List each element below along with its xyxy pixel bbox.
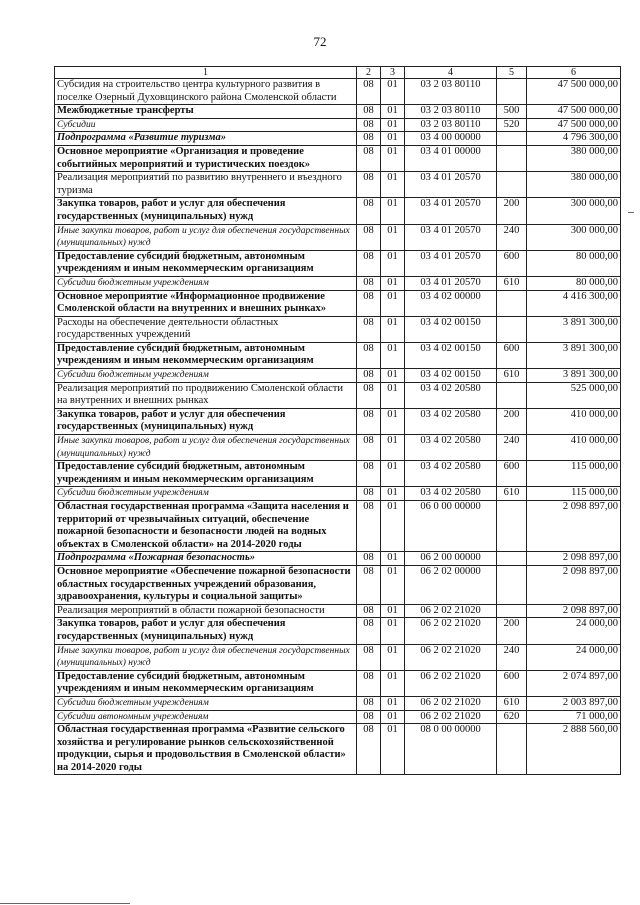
target-code: 06 2 02 21020: [405, 710, 497, 724]
target-code: 06 2 02 21020: [405, 696, 497, 710]
row-name: Областная государственная программа «Развитие сельского хозяйства и регулирование рынков сельскохозяйственной продукции, сырья и продовольствия в Смоленской области» на 2014-2020 годы: [55, 724, 357, 775]
section-code: 08: [357, 198, 381, 224]
row-name: Субсидии бюджетным учреждениям: [55, 369, 357, 383]
header-cell: 2: [357, 67, 381, 79]
header-row: [55, 67, 621, 79]
amount: 410 000,00: [527, 408, 621, 434]
amount: 80 000,00: [527, 276, 621, 290]
section-code: 08: [357, 132, 381, 146]
target-code: 03 4 02 20580: [405, 487, 497, 501]
expense-type: 600: [497, 461, 527, 487]
target-code: 03 4 02 00150: [405, 369, 497, 383]
expense-type: 240: [497, 435, 527, 461]
expense-type: [497, 290, 527, 316]
amount: 47 500 000,00: [527, 79, 621, 105]
section-code: 08: [357, 710, 381, 724]
row-name: Субсидии: [55, 118, 357, 132]
subsection-code: 01: [381, 670, 405, 696]
subsection-code: 01: [381, 724, 405, 775]
amount: 71 000,00: [527, 710, 621, 724]
target-code: 06 2 02 00000: [405, 565, 497, 604]
subsection-code: 01: [381, 118, 405, 132]
amount: 3 891 300,00: [527, 342, 621, 368]
table-row: [55, 342, 621, 368]
amount: 3 891 300,00: [527, 316, 621, 342]
target-code: 03 4 01 20570: [405, 276, 497, 290]
section-code: 08: [357, 382, 381, 408]
target-code: 03 4 01 20570: [405, 172, 497, 198]
subsection-code: 01: [381, 105, 405, 119]
subsection-code: 01: [381, 198, 405, 224]
subsection-code: 01: [381, 618, 405, 644]
target-code: 03 4 02 00150: [405, 316, 497, 342]
table-row: [55, 79, 621, 105]
budget-table: [54, 66, 621, 775]
subsection-code: 01: [381, 501, 405, 552]
subsection-code: 01: [381, 369, 405, 383]
amount: 115 000,00: [527, 461, 621, 487]
table-row: [55, 618, 621, 644]
table-row: [55, 132, 621, 146]
expense-type: 600: [497, 250, 527, 276]
amount: 2 888 560,00: [527, 724, 621, 775]
row-name: Субсидии бюджетным учреждениям: [55, 696, 357, 710]
row-name: Реализация мероприятий в области пожарной безопасности: [55, 604, 357, 618]
target-code: 06 2 02 21020: [405, 618, 497, 644]
amount: 24 000,00: [527, 644, 621, 670]
section-code: 08: [357, 618, 381, 644]
subsection-code: 01: [381, 290, 405, 316]
section-code: 08: [357, 565, 381, 604]
subsection-code: 01: [381, 487, 405, 501]
amount: 4 416 300,00: [527, 290, 621, 316]
section-code: 08: [357, 145, 381, 171]
table-row: [55, 369, 621, 383]
expense-type: [497, 172, 527, 198]
amount: 2 098 897,00: [527, 501, 621, 552]
expense-type: 610: [497, 487, 527, 501]
amount: 2 098 897,00: [527, 552, 621, 566]
section-code: 08: [357, 461, 381, 487]
subsection-code: 01: [381, 604, 405, 618]
row-name: Закупка товаров, работ и услуг для обеспечения государственных (муниципальных) нужд: [55, 618, 357, 644]
target-code: 03 2 03 80110: [405, 79, 497, 105]
amount: 300 000,00: [527, 224, 621, 250]
expense-type: [497, 565, 527, 604]
row-name: Предоставление субсидий бюджетным, автономным учреждениям и иным некоммерческим организациям: [55, 342, 357, 368]
subsection-code: 01: [381, 342, 405, 368]
target-code: 08 0 00 00000: [405, 724, 497, 775]
expense-type: [497, 724, 527, 775]
amount: 380 000,00: [527, 172, 621, 198]
table-row: [55, 435, 621, 461]
table-row: [55, 276, 621, 290]
table-row: [55, 145, 621, 171]
section-code: 08: [357, 105, 381, 119]
table-row: [55, 604, 621, 618]
amount: 24 000,00: [527, 618, 621, 644]
row-name: Основное мероприятие «Информационное продвижение Смоленской области на внутренних и внешних рынках»: [55, 290, 357, 316]
section-code: 08: [357, 670, 381, 696]
table-row: [55, 172, 621, 198]
table-row: [55, 316, 621, 342]
expense-type: 600: [497, 342, 527, 368]
row-name: Закупка товаров, работ и услуг для обеспечения государственных (муниципальных) нужд: [55, 408, 357, 434]
amount: 3 891 300,00: [527, 369, 621, 383]
section-code: 08: [357, 369, 381, 383]
subsection-code: 01: [381, 710, 405, 724]
expense-type: [497, 382, 527, 408]
subsection-code: 01: [381, 382, 405, 408]
table-row: [55, 290, 621, 316]
target-code: 03 4 02 20580: [405, 435, 497, 461]
row-name: Субсидии автономным учреждениям: [55, 710, 357, 724]
target-code: 06 2 02 21020: [405, 604, 497, 618]
expense-type: 610: [497, 696, 527, 710]
subsection-code: 01: [381, 316, 405, 342]
row-name: Областная государственная программа «Защита населения и территорий от чрезвычайных ситуаций, обеспечение пожарной безопасности и безопасности людей на водных объектах в Смоленской области» на 2014-2020 годы: [55, 501, 357, 552]
page-number: 72: [313, 34, 327, 49]
subsection-code: 01: [381, 172, 405, 198]
subsection-code: 01: [381, 132, 405, 146]
amount: 410 000,00: [527, 435, 621, 461]
section-code: 08: [357, 276, 381, 290]
subsection-code: 01: [381, 461, 405, 487]
section-code: 08: [357, 224, 381, 250]
target-code: 03 4 01 20570: [405, 198, 497, 224]
expense-type: [497, 552, 527, 566]
amount: 115 000,00: [527, 487, 621, 501]
target-code: 03 4 02 20580: [405, 382, 497, 408]
amount: 300 000,00: [527, 198, 621, 224]
row-name: Реализация мероприятий по продвижению Смоленской области на внутренних и внешних рынках: [55, 382, 357, 408]
amount: 47 500 000,00: [527, 118, 621, 132]
expense-type: 520: [497, 118, 527, 132]
expense-type: 620: [497, 710, 527, 724]
expense-type: 200: [497, 408, 527, 434]
table-row: [55, 382, 621, 408]
table-row: [55, 250, 621, 276]
target-code: 03 4 01 20570: [405, 224, 497, 250]
table-row: [55, 696, 621, 710]
expense-type: 240: [497, 224, 527, 250]
target-code: 03 4 00 00000: [405, 132, 497, 146]
section-code: 08: [357, 435, 381, 461]
target-code: 03 4 02 20580: [405, 461, 497, 487]
budget-table-body: [55, 67, 621, 775]
scan-mark: [0, 903, 130, 904]
row-name: Субсидия на строительство центра культурного развития в поселке Озерный Духовщинского района Смоленской области: [55, 79, 357, 105]
table-row: [55, 224, 621, 250]
table-row: [55, 552, 621, 566]
subsection-code: 01: [381, 552, 405, 566]
target-code: 06 2 02 21020: [405, 644, 497, 670]
target-code: 06 2 00 00000: [405, 552, 497, 566]
row-name: Подпрограмма «Пожарная безопасность»: [55, 552, 357, 566]
amount: 2 098 897,00: [527, 565, 621, 604]
section-code: 08: [357, 408, 381, 434]
section-code: 08: [357, 696, 381, 710]
section-code: 08: [357, 501, 381, 552]
target-code: 06 0 00 00000: [405, 501, 497, 552]
header-cell: 5: [497, 67, 527, 79]
row-name: Расходы на обеспечение деятельности областных государственных учреждений: [55, 316, 357, 342]
table-row: [55, 724, 621, 775]
table-row: [55, 408, 621, 434]
target-code: 03 2 03 80110: [405, 105, 497, 119]
row-name: Реализация мероприятий по развитию внутреннего и въездного туризма: [55, 172, 357, 198]
table-row: [55, 565, 621, 604]
section-code: 08: [357, 118, 381, 132]
row-name: Субсидии бюджетным учреждениям: [55, 487, 357, 501]
section-code: 08: [357, 644, 381, 670]
section-code: 08: [357, 487, 381, 501]
amount: 380 000,00: [527, 145, 621, 171]
expense-type: [497, 132, 527, 146]
table-row: [55, 105, 621, 119]
subsection-code: 01: [381, 250, 405, 276]
subsection-code: 01: [381, 435, 405, 461]
amount: 525 000,00: [527, 382, 621, 408]
expense-type: 500: [497, 105, 527, 119]
table-row: [55, 118, 621, 132]
target-code: 03 4 01 20570: [405, 250, 497, 276]
subsection-code: 01: [381, 224, 405, 250]
target-code: 03 4 02 00150: [405, 342, 497, 368]
section-code: 08: [357, 172, 381, 198]
subsection-code: 01: [381, 145, 405, 171]
expense-type: [497, 316, 527, 342]
subsection-code: 01: [381, 408, 405, 434]
subsection-code: 01: [381, 696, 405, 710]
row-name: Предоставление субсидий бюджетным, автономным учреждениям и иным некоммерческим организациям: [55, 461, 357, 487]
section-code: 08: [357, 290, 381, 316]
scan-mark: [628, 212, 634, 213]
expense-type: 240: [497, 644, 527, 670]
header-cell: 1: [55, 67, 357, 79]
section-code: 08: [357, 604, 381, 618]
row-name: Иные закупки товаров, работ и услуг для обеспечения государственных (муниципальных) нужд: [55, 644, 357, 670]
section-code: 08: [357, 316, 381, 342]
expense-type: [497, 604, 527, 618]
subsection-code: 01: [381, 565, 405, 604]
header-cell: 3: [381, 67, 405, 79]
table-row: [55, 198, 621, 224]
row-name: Субсидии бюджетным учреждениям: [55, 276, 357, 290]
table-row: [55, 461, 621, 487]
target-code: 03 4 02 20580: [405, 408, 497, 434]
expense-type: [497, 145, 527, 171]
amount: 2 074 897,00: [527, 670, 621, 696]
subsection-code: 01: [381, 79, 405, 105]
expense-type: 200: [497, 198, 527, 224]
row-name: Предоставление субсидий бюджетным, автономным учреждениям и иным некоммерческим организациям: [55, 670, 357, 696]
amount: 4 796 300,00: [527, 132, 621, 146]
amount: 2 003 897,00: [527, 696, 621, 710]
row-name: Предоставление субсидий бюджетным, автономным учреждениям и иным некоммерческим организациям: [55, 250, 357, 276]
header-cell: 6: [527, 67, 621, 79]
table-row: [55, 710, 621, 724]
section-code: 08: [357, 342, 381, 368]
target-code: 03 4 02 00000: [405, 290, 497, 316]
row-name: Межбюджетные трансферты: [55, 105, 357, 119]
section-code: 08: [357, 724, 381, 775]
section-code: 08: [357, 79, 381, 105]
target-code: 03 2 03 80110: [405, 118, 497, 132]
expense-type: [497, 501, 527, 552]
subsection-code: 01: [381, 276, 405, 290]
row-name: Основное мероприятие «Обеспечение пожарной безопасности областных государственных учреждений образования, здравоохранения, культуры и социальной защиты»: [55, 565, 357, 604]
header-cell: 4: [405, 67, 497, 79]
row-name: Иные закупки товаров, работ и услуг для обеспечения государственных (муниципальных) нужд: [55, 435, 357, 461]
amount: 80 000,00: [527, 250, 621, 276]
table-row: [55, 644, 621, 670]
row-name: Основное мероприятие «Организация и проведение событийных мероприятий и туристических поездок»: [55, 145, 357, 171]
expense-type: [497, 79, 527, 105]
table-row: [55, 487, 621, 501]
target-code: 03 4 01 00000: [405, 145, 497, 171]
section-code: 08: [357, 250, 381, 276]
subsection-code: 01: [381, 644, 405, 670]
amount: 2 098 897,00: [527, 604, 621, 618]
row-name: Закупка товаров, работ и услуг для обеспечения государственных (муниципальных) нужд: [55, 198, 357, 224]
table-row: [55, 501, 621, 552]
row-name: Подпрограмма «Развитие туризма»: [55, 132, 357, 146]
expense-type: 610: [497, 276, 527, 290]
target-code: 06 2 02 21020: [405, 670, 497, 696]
table-row: [55, 670, 621, 696]
row-name: Иные закупки товаров, работ и услуг для обеспечения государственных (муниципальных) нужд: [55, 224, 357, 250]
expense-type: 610: [497, 369, 527, 383]
section-code: 08: [357, 552, 381, 566]
expense-type: 200: [497, 618, 527, 644]
expense-type: 600: [497, 670, 527, 696]
amount: 47 500 000,00: [527, 105, 621, 119]
